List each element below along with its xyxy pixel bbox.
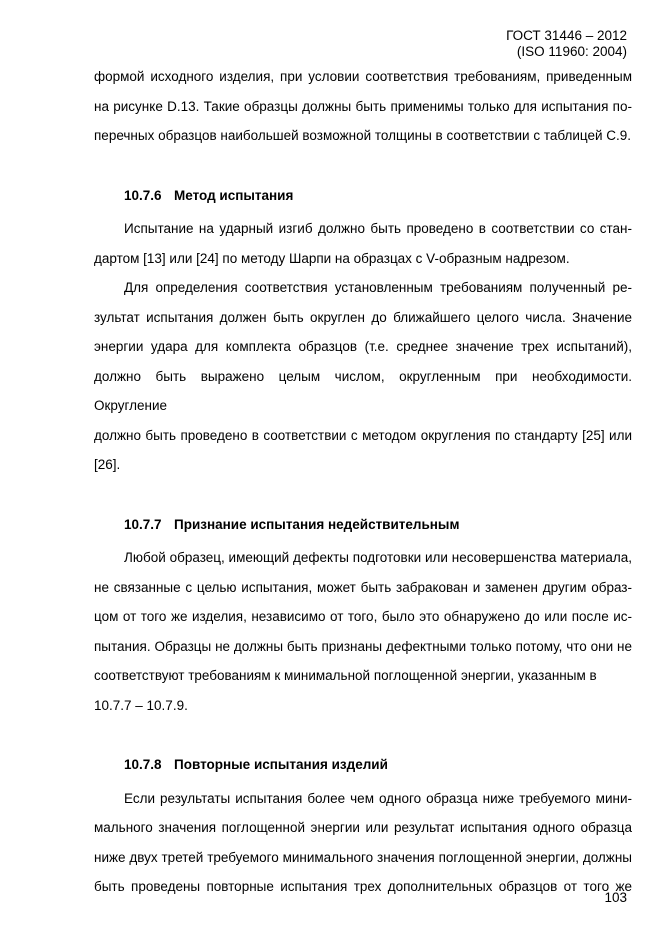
section-10-7-6	[94, 181, 632, 480]
text-line: должно быть проведено в соответствии с методом округления по стандарту [25] или	[94, 427, 632, 443]
section-heading	[94, 181, 632, 211]
section-number: 10.7.8	[124, 757, 162, 772]
section-number: 10.7.7	[124, 516, 162, 532]
text-line: перечных образцов наибольшей возможной толщины в соответствии с таблицей С.9.	[94, 128, 632, 143]
text-line: Испытание на ударный изгиб должно быть проведено в соответствии со стан-	[124, 221, 632, 236]
text-line: [26].	[94, 457, 121, 472]
text-line: пытания. Образцы не должны быть признаны дефектными только потому, что они не	[94, 638, 632, 654]
text-line: Любой образец, имеющий дефекты подготовки или несовершенства материала,	[124, 550, 632, 565]
paragraph	[94, 214, 632, 273]
page-body	[94, 62, 632, 902]
intro-paragraph	[94, 62, 632, 151]
text-line: формой исходного изделия, при условии соответствия требованиям, приведенным	[94, 69, 632, 84]
section-title: Признание испытания недействительным	[174, 516, 460, 532]
section-10-7-7	[94, 510, 632, 721]
paragraph	[94, 784, 632, 902]
paragraph	[94, 543, 632, 720]
text-line: ниже двух третей требуемого минимального значения поглощенной энергии, должны	[94, 849, 632, 865]
text-line: мального значения поглощенной энергии или результат испытания одного образца	[94, 820, 632, 835]
section-title: Метод испытания	[174, 187, 294, 203]
text-line: на рисунке D.13. Такие образцы должны быть применимы только для испытания по-	[94, 98, 632, 114]
paragraph	[94, 273, 632, 480]
text-line: Для определения соответствия установленным требованиям полученный ре-	[124, 280, 632, 295]
section-10-7-8	[94, 750, 632, 902]
text-line: зультат испытания должен быть округлен до ближайшего целого числа. Значение	[94, 309, 632, 325]
standard-number: ГОСТ 31446 – 2012	[506, 28, 627, 43]
text-line: цом от того же изделия, независимо от того, было это обнаружено до или после ис-	[94, 609, 632, 624]
text-line: соответствуют требованиям к минимальной поглощенной энергии, указанным в	[94, 668, 597, 683]
document-header	[506, 28, 627, 60]
section-title: Повторные испытания изделий	[174, 757, 388, 772]
text-line: дартом [13] или [24] по методу Шарпи на образцах с V-образным надрезом.	[94, 250, 570, 266]
text-line: не связанные с целью испытания, может быть забракован и заменен другим образ-	[94, 579, 632, 595]
section-number: 10.7.6	[124, 187, 162, 203]
text-line: быть проведены повторные испытания трех дополнительных образцов от того же	[94, 879, 632, 894]
text-line: должно быть выражено целым числом, округленным при необходимости. Округление	[94, 368, 632, 413]
text-line: 10.7.7 – 10.7.9.	[94, 697, 188, 713]
text-line: Если результаты испытания более чем одного образца ниже требуемого мини-	[124, 790, 632, 806]
iso-reference: (ISO 11960: 2004)	[516, 44, 627, 59]
text-line: энергии удара для комплекта образцов (т.е. среднее значение трех испытаний),	[94, 339, 632, 354]
section-heading	[94, 750, 632, 780]
page-number: 103	[604, 890, 627, 905]
section-heading	[94, 510, 632, 540]
